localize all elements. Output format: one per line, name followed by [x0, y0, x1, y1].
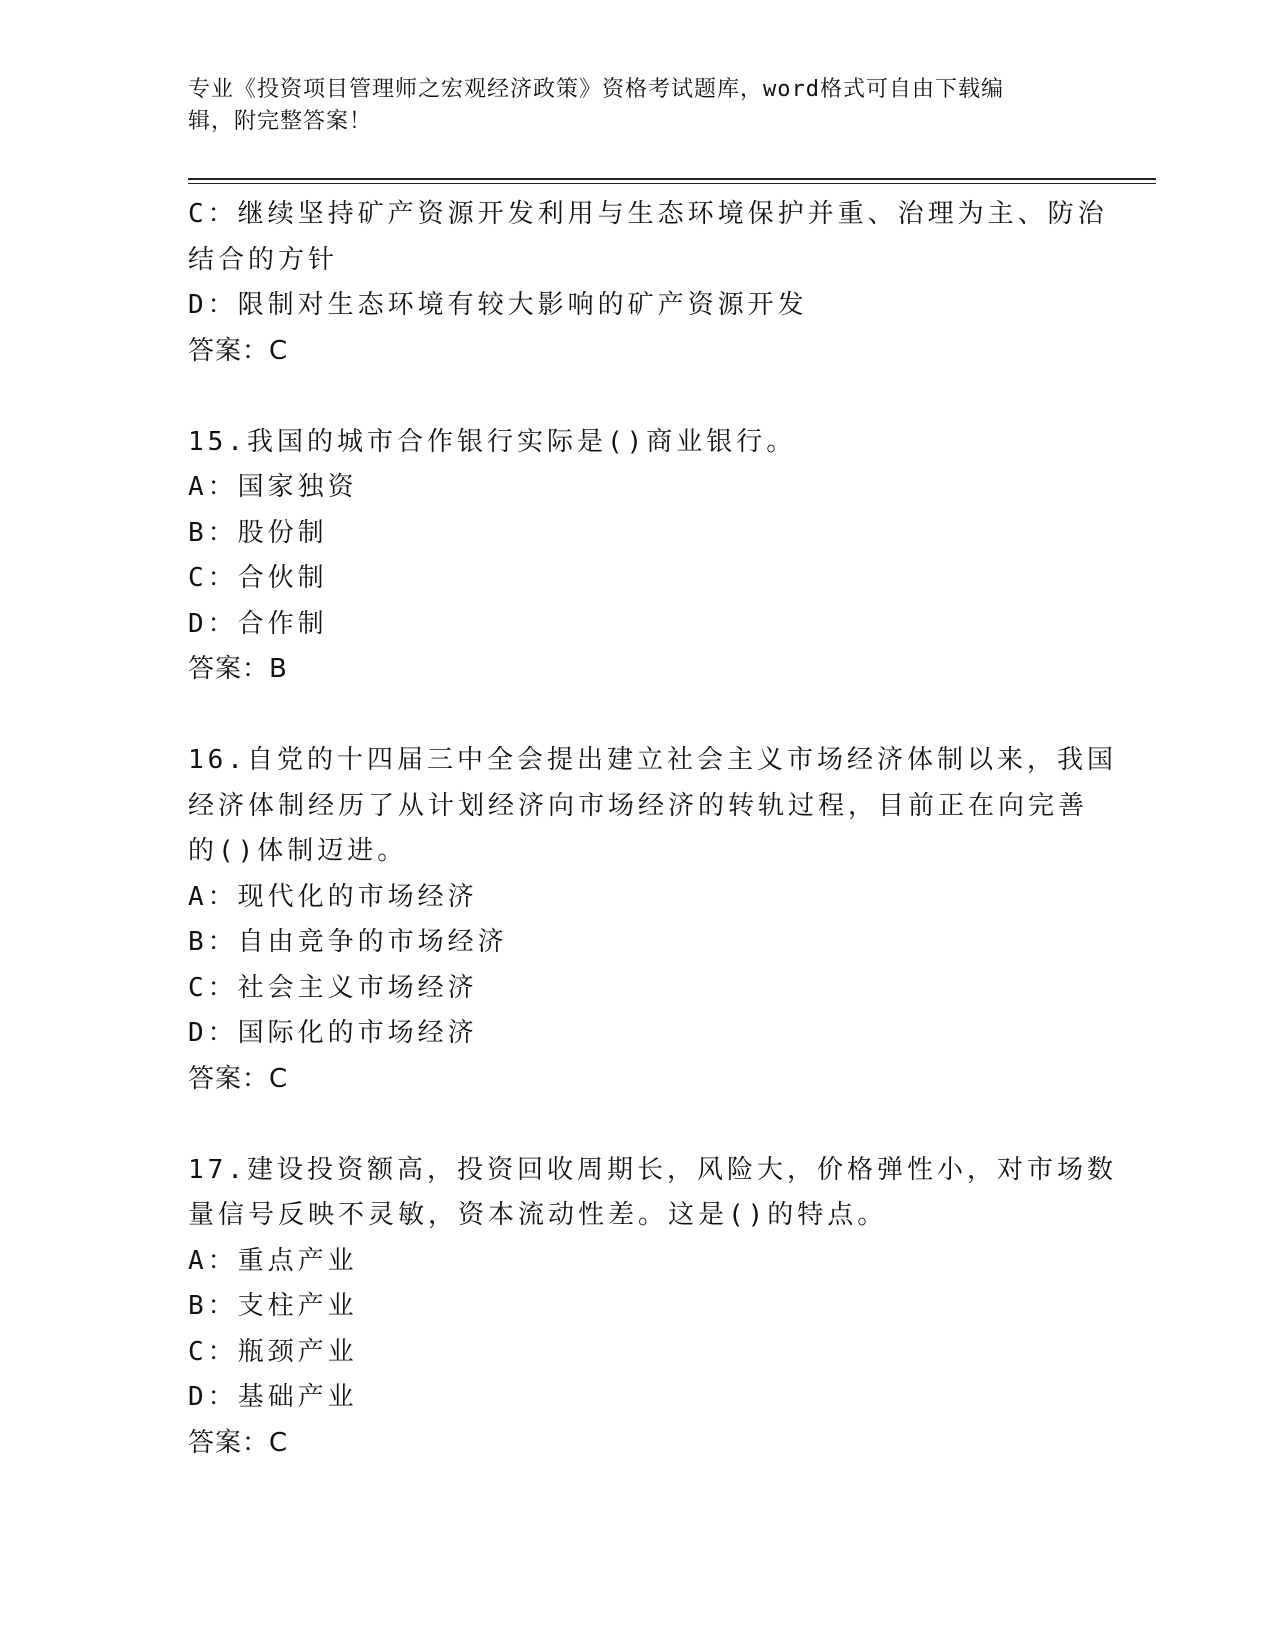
option-b: B：股份制 — [188, 517, 328, 548]
option-a: A：国家独资 — [188, 472, 358, 502]
option-d: D：国际化的市场经济 — [188, 1018, 478, 1048]
question-block-17 — [188, 1148, 1117, 1467]
question-stem-continued: 的()体制迈进。 — [188, 836, 408, 866]
answer-line: 答案：B — [188, 654, 288, 684]
question-block-previous — [188, 192, 1108, 374]
option-d: D：基础产业 — [188, 1382, 358, 1412]
question-stem-continued: 经济体制经历了从计划经济向市场经济的转轨过程，目前正在向完善 — [188, 790, 1089, 821]
option-b: B：自由竞争的市场经济 — [188, 927, 508, 957]
question-stem-continued: 量信号反映不灵敏，资本流动性差。这是()的特点。 — [188, 1200, 888, 1230]
question-block-15 — [188, 420, 1078, 693]
header-rule-thin — [188, 183, 1156, 184]
option-a: A：现代化的市场经济 — [188, 881, 478, 912]
question-stem: 17.建设投资额高，投资回收周期长，风险大，价格弹性小，对市场数 — [188, 1154, 1117, 1185]
question-block-16 — [188, 738, 1117, 1102]
option-c-continued: 结合的方针 — [188, 244, 339, 275]
header-line-2: 辑，附完整答案！ — [188, 109, 373, 134]
option-a: A：重点产业 — [188, 1245, 358, 1276]
question-stem: 16.自党的十四届三中全会提出建立社会主义市场经济体制以来，我国 — [188, 745, 1117, 775]
header-line-1: 专业《投资项目管理师之宏观经济政策》资格考试题库，word格式可自由下载编 — [188, 77, 1004, 102]
option-d: D：限制对生态环境有较大影响的矿产资源开发 — [188, 290, 808, 320]
header-rule-thick — [188, 178, 1156, 180]
question-stem: 15.我国的城市合作银行实际是()商业银行。 — [188, 426, 797, 457]
option-c: C：合伙制 — [188, 563, 328, 593]
option-d: D：合作制 — [188, 608, 328, 639]
option-b: B：支柱产业 — [188, 1291, 358, 1321]
answer-line: 答案：C — [188, 335, 289, 366]
option-c: C：瓶颈产业 — [188, 1336, 358, 1367]
question-list — [188, 192, 1117, 1466]
option-c: C：社会主义市场经济 — [188, 972, 478, 1003]
page-header — [188, 74, 1078, 138]
answer-line: 答案：C — [188, 1427, 289, 1458]
option-c: C：继续坚持矿产资源开发利用与生态环境保护并重、治理为主、防治 — [188, 199, 1108, 229]
answer-line: 答案：C — [188, 1063, 289, 1094]
